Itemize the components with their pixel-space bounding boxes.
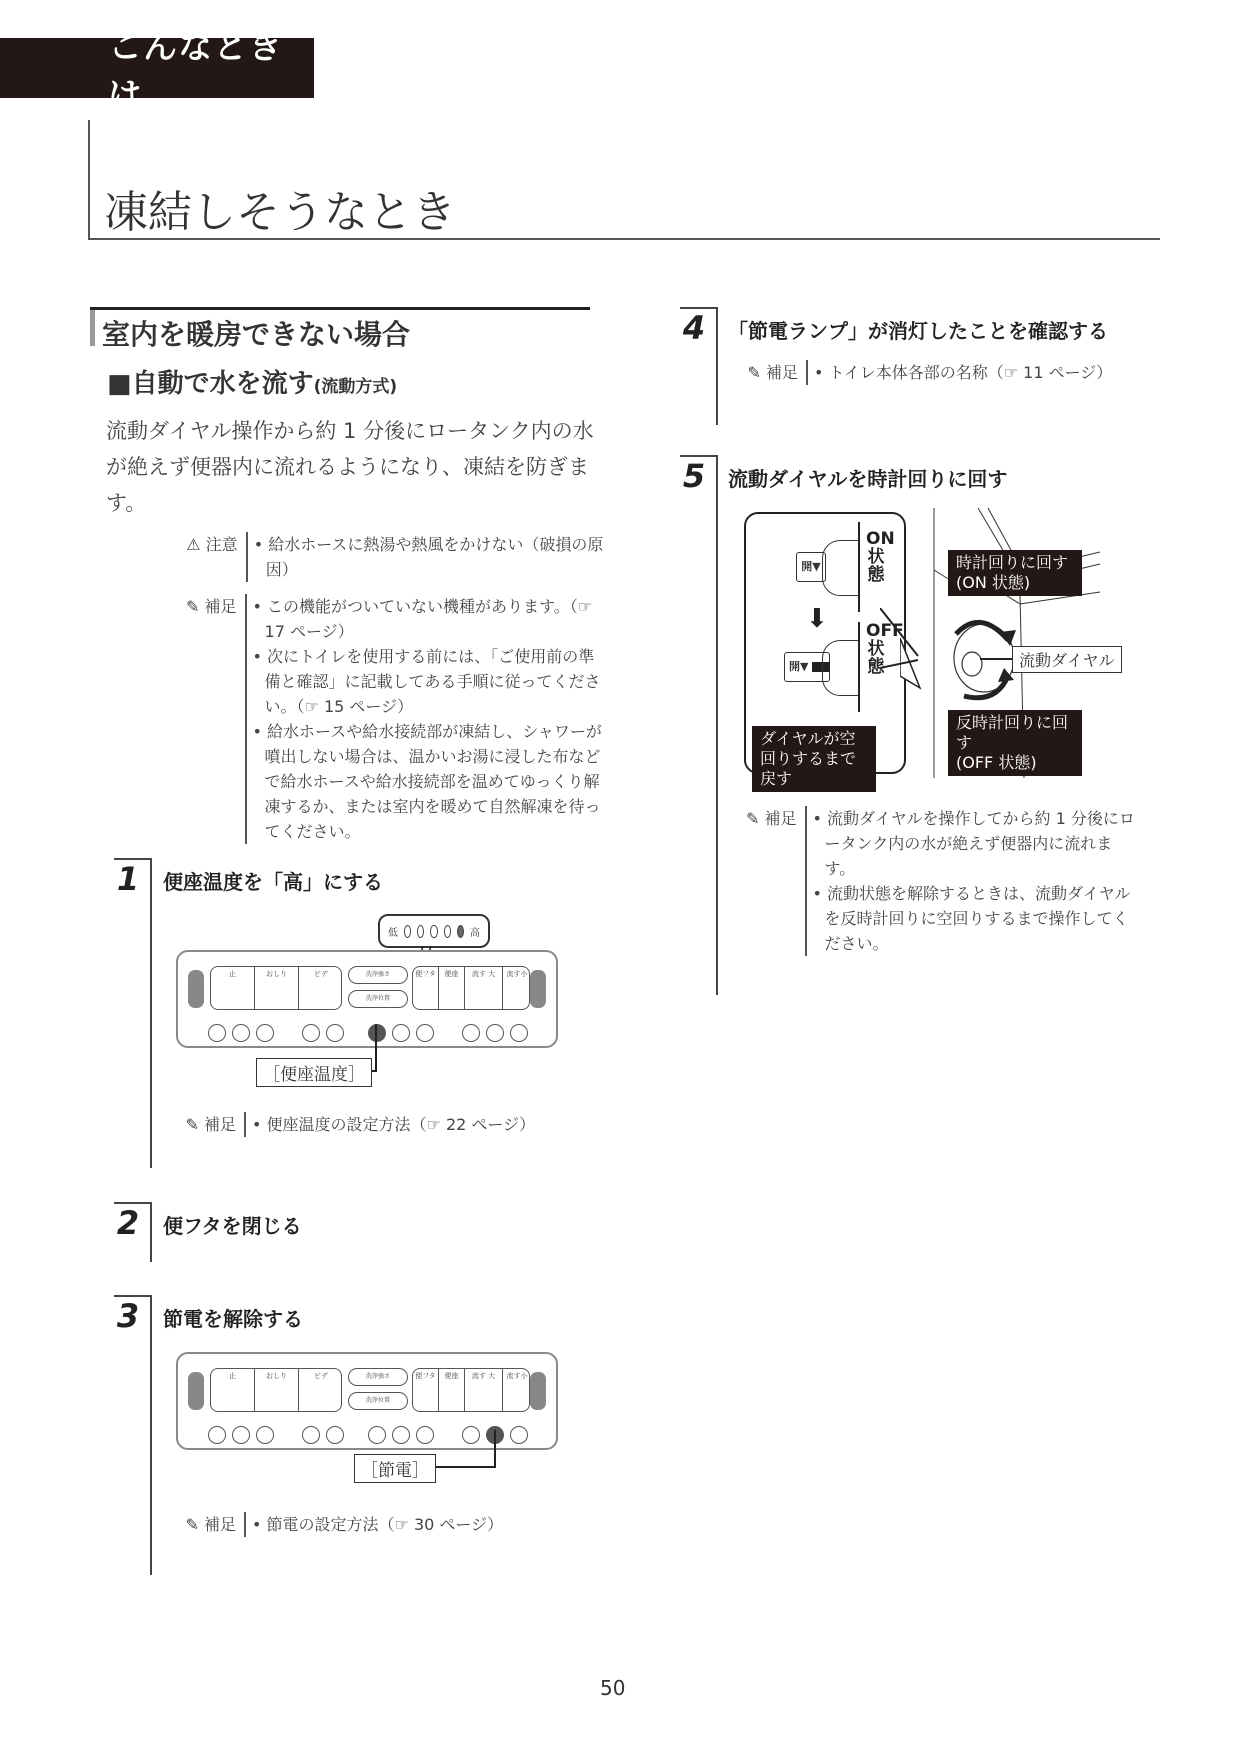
level-indicator-active <box>457 925 464 938</box>
caution-label: ⚠ 注意 <box>186 535 238 554</box>
callout-leader <box>375 1024 377 1072</box>
power-button[interactable] <box>510 1426 528 1444</box>
dial-knob-off: 開▼ <box>784 652 830 682</box>
step-2-title: 便フタを閉じる <box>163 1214 302 1238</box>
turbo-deodorize-button[interactable] <box>232 1024 250 1042</box>
supplement-item: • 流動状態を解除するときは、流動ダイヤルを反時計回りに空回りするまで操作してください。 <box>812 884 1131 953</box>
power-save-callout: ［節電］ <box>354 1454 436 1483</box>
step-1-number: 1 <box>116 860 140 898</box>
counterclockwise-label-line2: (OFF 状態) <box>956 753 1037 772</box>
pencil-icon: ✎ <box>186 597 200 616</box>
section-heading-rule <box>90 307 590 310</box>
flow-dial-label: 流動ダイヤル <box>1012 646 1122 673</box>
level-indicator <box>430 925 437 938</box>
supplement-body <box>244 1112 535 1137</box>
feed-seat-button[interactable] <box>416 1024 434 1042</box>
counterclockwise-label-line1: 反時計回りに回す <box>956 713 1069 752</box>
level-indicator <box>444 925 451 938</box>
move-button[interactable] <box>326 1426 344 1444</box>
seat-temp-button[interactable] <box>368 1426 386 1444</box>
down-arrow-icon: ⬇ <box>806 604 828 634</box>
lid-button[interactable]: 便フタ <box>413 967 439 1009</box>
seat-button[interactable]: 便座 <box>439 1369 465 1411</box>
dial-body-off <box>822 640 858 696</box>
callout-leader <box>428 1466 496 1468</box>
step-4-title: 「節電ランプ」が消灯したことを確認する <box>728 319 1108 343</box>
step-5-number: 5 <box>682 457 706 495</box>
panel-side-grip <box>188 970 204 1008</box>
supplement-label: ✎ 補足 <box>186 597 237 616</box>
title-rule-vertical <box>88 120 90 240</box>
subheading-text: ■自動で水を流す <box>107 369 314 399</box>
oshiri-turbo-button[interactable] <box>256 1426 274 1444</box>
chapter-tab: こんなときは <box>0 38 314 98</box>
dry-button[interactable] <box>208 1024 226 1042</box>
caution-item: • 給水ホースに熱湯や熱風をかけない（破損の原因） <box>253 535 604 579</box>
supplement-item: • 便座温度の設定方法（☞ 22 ページ） <box>252 1115 536 1134</box>
auto-flush-button[interactable] <box>462 1024 480 1042</box>
wash-strength-control[interactable]: 洗浄強さ <box>348 1368 408 1386</box>
oshiri-button[interactable]: おしり <box>255 1369 299 1411</box>
counterclockwise-label <box>948 710 1082 776</box>
flush-button-group <box>412 966 530 1010</box>
supplement-item: • 節電の設定方法（☞ 30 ページ） <box>252 1515 504 1534</box>
on-state-label: ON状態 <box>866 529 895 585</box>
callout-leader <box>494 1430 496 1468</box>
divider-line <box>858 522 860 612</box>
panel-side-grip <box>530 970 546 1008</box>
warning-triangle-icon: ⚠ <box>186 535 201 554</box>
intro-text: 流動ダイヤル操作から約 1 分後にロータンク内の水が絶えず便器内に流れるようになり、凍結を防ぎます。 <box>106 419 594 515</box>
subheading-note: (流動方式) <box>313 377 398 397</box>
supplement-label: ✎ 補足 <box>747 363 798 382</box>
move-button[interactable] <box>326 1024 344 1042</box>
flush-small-button[interactable]: 流す小 <box>506 1372 528 1380</box>
flush-small-button[interactable]: 流す小 <box>506 970 528 978</box>
step-4-supplement <box>744 360 1112 385</box>
bidet-button[interactable]: ビデ <box>314 970 328 978</box>
seat-temp-button[interactable] <box>368 1024 386 1042</box>
wash-position-control[interactable]: 洗浄位置 <box>348 990 408 1008</box>
wash-position-control[interactable]: 洗浄位置 <box>348 1392 408 1410</box>
wash-button-group <box>210 966 342 1010</box>
supplement-body <box>245 594 606 844</box>
supplement-label: ✎ 補足 <box>185 1515 236 1534</box>
flush-large-button[interactable]: 流す 大 <box>465 1369 503 1411</box>
inset-pointer <box>880 608 920 678</box>
step-1-supplement <box>184 1112 535 1137</box>
step-4-number: 4 <box>682 309 706 347</box>
feed-seat-button[interactable] <box>416 1426 434 1444</box>
section-heading: 室内を暖房できない場合 <box>102 318 411 351</box>
pencil-icon: ✎ <box>185 1115 199 1134</box>
seat-temp-callout: ［便座温度］ <box>256 1058 372 1087</box>
step-5-rule-vertical <box>716 455 718 995</box>
panel-side-grip <box>188 1372 204 1410</box>
step-2-number: 2 <box>116 1204 140 1242</box>
power-save-button[interactable] <box>486 1024 504 1042</box>
pencil-icon: ✎ <box>185 1515 199 1534</box>
stop-button[interactable]: 止 <box>211 967 255 1009</box>
turbo-deodorize-button[interactable] <box>232 1426 250 1444</box>
section-heading-bar <box>90 310 95 346</box>
divider-line <box>858 622 860 712</box>
supplement-item: • 流動ダイヤルを操作してから約 1 分後にロータンク内の水が絶えず便器内に流れます。 <box>812 809 1135 878</box>
lid-button[interactable]: 便フタ <box>413 1369 439 1411</box>
water-temp-button[interactable] <box>392 1426 410 1444</box>
step-3-rule-vertical <box>150 1295 152 1575</box>
step-3-number: 3 <box>116 1297 140 1335</box>
pencil-icon: ✎ <box>746 809 760 828</box>
page-title: 凍結しそうなとき <box>104 187 456 238</box>
remote-panel-step3 <box>176 1352 558 1450</box>
supplement-item: • この機能がついていない機種があります。（☞ 17 ページ） <box>252 597 593 641</box>
supplement-item: • 給水ホースや給水接続部が凍結し、シャワーが噴出しない場合は、温かいお湯に浸した布などで給水ホースや給水接続部を温めてゆっくり解凍するか、または室内を暖めて自然解凍を待ってください。 <box>252 722 602 841</box>
step-5-title: 流動ダイヤルを時計回りに回す <box>728 467 1008 491</box>
step-1-title: 便座温度を「高」にする <box>163 870 383 894</box>
caution-body <box>246 532 606 582</box>
supplement-note <box>186 594 606 844</box>
supplement-label: ✎ 補足 <box>185 1115 236 1134</box>
seat-button[interactable]: 便座 <box>439 967 465 1009</box>
dry-button[interactable] <box>208 1426 226 1444</box>
oshiri-turbo-button[interactable] <box>256 1024 274 1042</box>
water-temp-button[interactable] <box>392 1024 410 1042</box>
bidet-button[interactable]: ビデ <box>314 1372 328 1380</box>
subheading <box>107 363 397 400</box>
flush-large-button[interactable]: 流す 大 <box>465 967 503 1009</box>
step-3-title: 節電を解除する <box>163 1307 303 1331</box>
power-button[interactable] <box>510 1024 528 1042</box>
wash-strength-control[interactable]: 洗浄強さ <box>348 966 408 984</box>
pencil-icon: ✎ <box>747 363 761 382</box>
dial-leader <box>980 658 1014 660</box>
dial-body-on <box>822 540 858 596</box>
step-4-rule-vertical <box>716 307 718 425</box>
stop-button[interactable]: 止 <box>211 1369 255 1411</box>
supplement-label: ✎ 補足 <box>746 809 797 828</box>
panel-side-grip <box>530 1372 546 1410</box>
high-label: 高 <box>470 927 481 939</box>
wash-button-group <box>210 1368 342 1412</box>
step-3-supplement <box>184 1512 503 1537</box>
step-1-rule-vertical <box>150 858 152 1168</box>
page-number: 50 <box>600 1676 626 1700</box>
auto-flush-button[interactable] <box>462 1426 480 1444</box>
clockwise-label-line2: (ON 状態) <box>956 573 1031 592</box>
dial-knob-on: 開▼ <box>796 552 826 582</box>
nozzle-clean-button[interactable] <box>302 1426 320 1444</box>
return-instruction-label: ダイヤルが空回りするまで戻す <box>752 726 876 792</box>
caution-note <box>186 532 606 582</box>
clockwise-label-line1: 時計回りに回す <box>956 553 1069 572</box>
flush-button-group <box>412 1368 530 1412</box>
step-2-rule-vertical <box>150 1202 152 1262</box>
clockwise-label <box>948 550 1082 596</box>
oshiri-button[interactable]: おしり <box>255 967 299 1009</box>
supplement-item: • トイレ本体各部の名称（☞ 11 ページ） <box>814 363 1113 382</box>
low-label: 低 <box>388 927 398 939</box>
supplement-body <box>805 806 1136 956</box>
level-indicator <box>417 925 424 938</box>
supplement-body <box>244 1512 503 1537</box>
off-state-label: OFF状態 <box>866 621 904 677</box>
step-5-supplement <box>746 806 1136 956</box>
level-indicator <box>404 925 411 938</box>
seat-temp-level-bubble <box>378 914 490 948</box>
remote-panel-step1 <box>176 950 558 1048</box>
nozzle-clean-button[interactable] <box>302 1024 320 1042</box>
supplement-body <box>806 360 1112 385</box>
supplement-item: • 次にトイレを使用する前には、「ご使用前の準備と確認」に記載してある手順に従ってください。（☞ 15 ページ） <box>252 647 601 716</box>
